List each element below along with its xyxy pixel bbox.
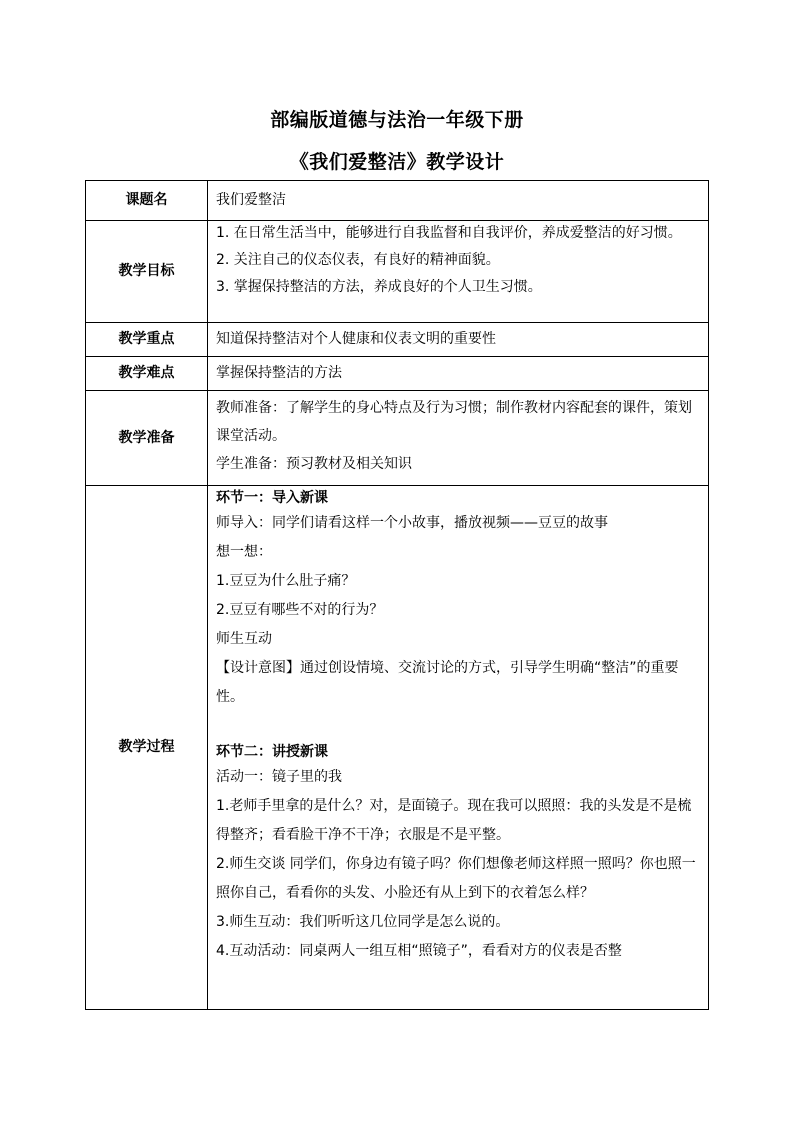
process-line: 2.师生交谈 同学们，你身边有镜子吗？你们想像老师这样照一照吗？你也照一照你自己，看看你的头发、小脸还有从上到下的衣着怎么样？ bbox=[216, 856, 696, 901]
table-row bbox=[86, 181, 709, 221]
row-label-topic: 课题名 bbox=[86, 181, 208, 221]
preparation-cell bbox=[208, 391, 709, 486]
topic-value: 我们爱整洁 bbox=[208, 181, 709, 221]
process-line: 2.豆豆有哪些不对的行为？ bbox=[216, 602, 384, 618]
table-row bbox=[86, 357, 709, 391]
process-line: 3.师生互动：我们听听这几位同学是怎么说的。 bbox=[216, 914, 510, 930]
goal-item: 1. 在日常生活当中，能够进行自我监督和自我评价，养成爱整洁的好习惯。 bbox=[216, 225, 682, 241]
document-subtitle: 《我们爱整洁》教学设计 bbox=[289, 151, 505, 173]
table-row bbox=[86, 391, 709, 486]
row-label-difficulties: 教学难点 bbox=[86, 357, 208, 391]
key-points-value: 知道保持整洁对个人健康和仪表文明的重要性 bbox=[208, 323, 709, 357]
row-label-process: 教学过程 bbox=[86, 486, 208, 1010]
spacer bbox=[216, 712, 700, 741]
process-line: 4.互动活动：同桌两人一组互相“照镜子”，看看对方的仪表是否整 bbox=[216, 943, 622, 959]
teacher-preparation: 教师准备：了解学生的身心特点及行为习惯；制作教材内容配套的课件，策划课堂活动。 bbox=[216, 400, 692, 444]
table-row bbox=[86, 323, 709, 357]
goals-cell bbox=[208, 221, 709, 323]
document-title: 部编版道德与法治一年级下册 bbox=[270, 109, 524, 131]
table-row bbox=[86, 486, 709, 1010]
lesson-plan-table bbox=[85, 180, 709, 1010]
process-line: 1.豆豆为什么肚子痛？ bbox=[216, 573, 356, 589]
process-cell bbox=[208, 486, 709, 1010]
row-label-goals: 教学目标 bbox=[86, 221, 208, 323]
row-label-key-points: 教学重点 bbox=[86, 323, 208, 357]
goal-item: 2. 关注自己的仪态仪表，有良好的精神面貌。 bbox=[216, 252, 500, 268]
goal-item: 3. 掌握保持整洁的方法，养成良好的个人卫生习惯。 bbox=[216, 279, 542, 295]
process-line: 活动一：镜子里的我 bbox=[216, 769, 342, 785]
process-line: 【设计意图】通过创设情境、交流讨论的方式，引导学生明确“整洁”的重要性。 bbox=[216, 660, 679, 705]
process-line: 师导入：同学们请看这样一个小故事，播放视频——豆豆的故事 bbox=[216, 515, 608, 531]
table-row bbox=[86, 221, 709, 323]
process-line: 师生互动 bbox=[216, 631, 272, 647]
section-heading: 环节二：讲授新课 bbox=[216, 744, 328, 760]
section-heading: 环节一：导入新课 bbox=[216, 490, 328, 506]
process-line: 想一想： bbox=[216, 544, 272, 560]
row-label-preparation: 教学准备 bbox=[86, 391, 208, 486]
student-preparation: 学生准备：预习教材及相关知识 bbox=[216, 456, 412, 472]
process-line: 1.老师手里拿的是什么？对，是面镜子。现在我可以照照：我的头发是不是梳得整齐；看看脸干净不干净；衣服是不是平整。 bbox=[216, 798, 692, 843]
difficulties-value: 掌握保持整洁的方法 bbox=[208, 357, 709, 391]
